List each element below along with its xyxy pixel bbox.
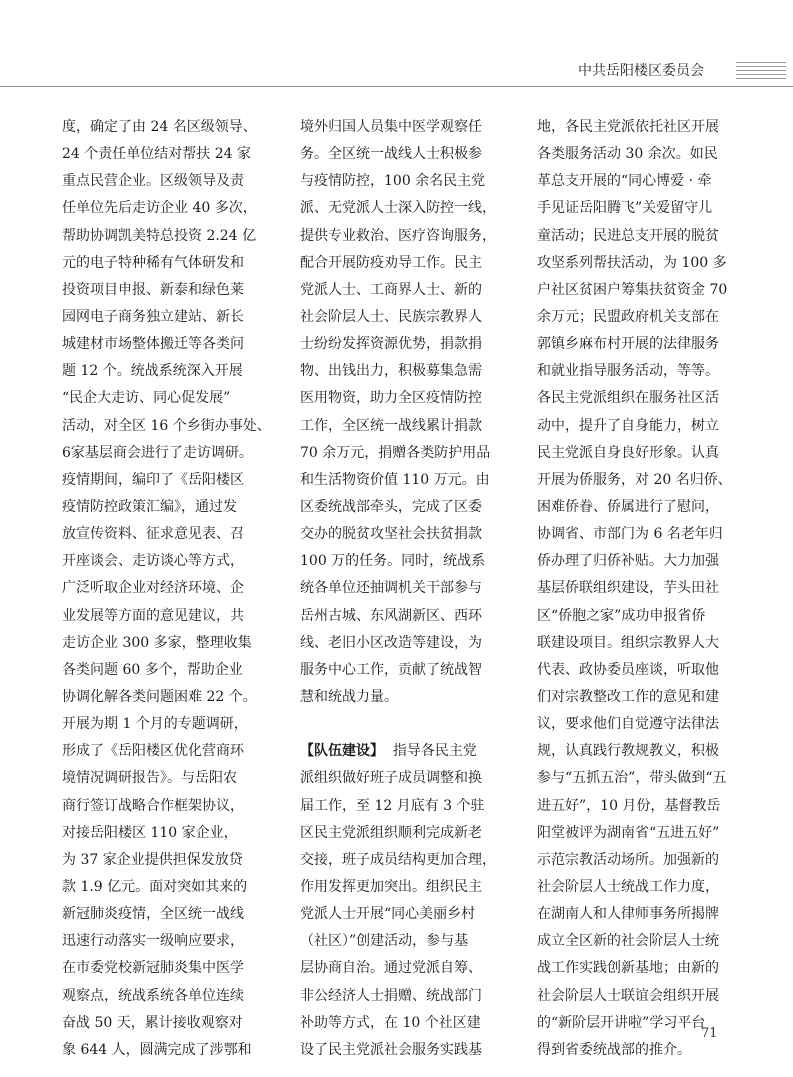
text-line: 联建设项目。组织宗教界人大 [537,634,719,651]
text-line: 开展为期 1 个月的专题调研， [62,716,248,733]
text-line: 党派人士、工商界人士、新的 [300,281,482,298]
header-rule [0,86,793,87]
text-line: 交办的脱贫攻坚社会扶贫捐款 [300,526,482,543]
text-line: 重点民营企业。区级领导及责 [62,173,244,190]
text-line: 线、老旧小区改造等建设，为 [300,634,482,651]
text-line: 活动，对全区 16 个乡街办事处、 [62,417,271,434]
text-line: 迅速行动落实一级响应要求， [62,933,244,950]
text-line: 岳州古城、东风湖新区、西环 [300,607,482,624]
header-title: 中共岳阳楼区委员会 [578,63,704,79]
text-line: 届工作，至 12 月底有 3 个驻 [300,797,485,814]
text-line: 童活动；民进总支开展的脱贫 [537,227,719,244]
text-line: 民主党派自身良好形象。认真 [537,444,719,461]
text-line: 形成了《岳阳楼区优化营商环 [62,743,244,760]
text-line: 地，各民主党派依托社区开展 [537,119,719,135]
text-line: 题 12 个。统战系统深入开展 [62,363,243,380]
text-line: 手见证岳阳腾飞”关爱留守儿 [537,200,713,217]
text-line: 社会阶层人士联谊会组织开展 [537,987,719,1004]
text-line: 区委统战部牵头，完成了区委 [300,498,482,515]
text-line: 城建材市场整体搬迁等各类问 [62,336,244,353]
text-line: 为 37 家企业提供担保发放贷 [62,851,243,868]
text-line: 奋战 50 天，累计接收观察对 [62,1014,243,1031]
text-line: 与疫情防控，100 余名民主党 [300,173,486,190]
text-line: 派、无党派人士深入防控一线， [300,200,496,217]
text-line: 统各单位还抽调机关干部参与 [300,580,482,597]
text-line: 阳堂被评为湖南省“五进五好” [537,824,720,841]
text-line: 郭镇乡麻布村开展的法律服务 [537,336,719,353]
text-line: 作用发挥更加突出。组织民主 [300,878,482,895]
text-line: 业发展等方面的意见建议，共 [62,607,244,624]
text-line: 攻坚系列帮扶活动，为 100 多 [537,254,727,271]
text-line: 款 1.9 亿元。面对突如其来的 [62,878,248,895]
text-line: 帮助协调凯美特总投资 2.24 亿 [62,227,257,244]
text-line: 示范宗教活动场所。加强新的 [537,851,719,868]
text-line: 园网电子商务独立建站、新长 [62,308,244,325]
page-number: 71 [701,1026,718,1041]
text-line: 议，要求他们自觉遵守法律法 [537,716,719,733]
text-line: 商行签订战略合作框架协议， [62,797,244,814]
text-line: 进五好”，10 月份，基督教岳 [537,797,721,814]
text-line: 配合开展防疫劝导工作。民主 [300,254,482,271]
text-line: 度，确定了由 24 名区级领导、 [62,119,257,135]
section-heading: 【队伍建设】 [300,743,384,760]
text-line: 余万元；民盟政府机关支部在 [537,308,719,325]
text-line: 参与“五抓五治”，带头做到“五 [537,770,727,787]
header-decoration-lines [736,62,786,80]
text-line: 革总支开展的“同心博爱 · 牵 [537,173,712,190]
text-line: 交接，班子成员结构更加合理， [300,851,496,868]
text-line: （社区）”创建活动，参与基 [300,933,469,950]
text-line: 各民主党派组织在服务社区活 [537,390,719,407]
text-line: 困难侨眷、侨属进行了慰问， [537,498,719,515]
text-line: 党派人士开展“同心美丽乡村 [300,906,476,923]
text-line: 们对宗教整改工作的意见和建 [537,688,719,705]
text-line: 在湖南人和人律师事务所揭牌 [537,906,719,923]
text-line: 在市委党校新冠肺炎集中医学 [62,960,244,977]
text-line: 6家基层商会进行了走访调研。 [62,444,253,461]
text-line: 新冠肺炎疫情，全区统一战线 [62,906,244,923]
section-first-text: 指导各民主党 [384,743,477,760]
text-line: 任单位先后走访企业 40 多次， [62,200,257,217]
text-line: 各类问题 60 多个，帮助企业 [62,661,243,678]
text-line: 区“侨胞之家”成功申报省侨 [537,607,706,624]
text-line: 走访企业 300 多家，整理收集 [62,634,252,651]
text-line: 的“新阶层开讲啦”学习平台 [537,1014,706,1031]
text-line: 投资项目申报、新泰和绿色莱 [62,281,244,298]
text-line: 区民主党派组织顺利完成新老 [300,824,482,841]
text-column-3 [537,114,755,1064]
section-heading-line [300,738,518,765]
text-line: 慧和统战力量。 [300,688,398,705]
text-column-1 [62,114,280,1064]
text-line: 各类服务活动 30 余次。如民 [537,146,718,163]
text-line: 户社区贫困户筹集扶贫资金 70 [537,281,728,298]
text-line: 成立全区新的社会阶层人士统 [537,933,719,950]
text-line: 战工作实践创新基地；由新的 [537,960,719,977]
text-line: 务。全区统一战线人士积极参 [300,146,482,163]
text-line: 境外归国人员集中医学观察任 [300,119,482,135]
text-line: 物、出钱出力，积极募集急需 [300,363,482,380]
text-line: 非公经济人士捐赠、统战部门 [300,987,482,1004]
text-line: 士纷纷发挥资源优势，捐款捐 [300,336,482,353]
text-line: 侨办理了归侨补贴。大力加强 [537,553,719,570]
text-line: 工作，全区统一战线累计捐款 [300,417,482,434]
text-line: “民企大走访、同心促发展” [62,390,231,407]
text-line: 补助等方式，在 10 个社区建 [300,1014,481,1031]
text-line: 观察点，统战系统各单位连续 [62,987,244,1004]
text-line: 派组织做好班子成员调整和换 [300,770,482,787]
text-line: 24 个责任单位结对帮扶 24 家 [62,146,251,163]
text-line: 社会阶层人士统战工作力度， [537,878,719,895]
text-line: 社会阶层人士、民族宗教界人 [300,308,482,325]
running-header [0,58,793,88]
text-line: 境情况调研报告》。与岳阳农 [62,770,237,787]
text-line: 放宣传资料、征求意见表、召 [62,526,244,543]
text-line: 广泛听取企业对经济环境、企 [62,580,244,597]
text-line: 协调化解各类问题困难 22 个。 [62,688,257,705]
text-line: 疫情防控政策汇编》，通过发 [62,498,237,515]
text-line: 得到省委统战部的推介。 [537,1041,691,1058]
text-line: 和生活物资价值 110 万元。由 [300,471,490,488]
text-line: 设了民主党派社会服务实践基 [300,1041,482,1058]
text-line: 基层侨联组织建设，芋头田社 [537,580,719,597]
text-line: 代表、政协委员座谈，听取他 [537,661,719,678]
text-line: 规，认真践行教规教义，积极 [537,743,719,760]
text-line: 开展为侨服务，对 20 名归侨、 [537,471,732,488]
text-line: 象 644 人，圆满完成了涉鄂和 [62,1041,252,1058]
paragraph-gap [300,711,518,738]
text-line: 层协商自治。通过党派自筹、 [300,960,482,977]
text-line: 提供专业救治、医疗咨询服务， [300,227,496,244]
text-line: 元的电子特种稀有气体研发和 [62,254,244,271]
text-line: 协调省、市部门为 6 名老年归 [537,526,723,543]
text-line: 100 万的任务。同时，统战系 [300,553,486,570]
text-line: 疫情期间，编印了《岳阳楼区 [62,471,244,488]
text-line: 70 余万元，捐赠各类防护用品 [300,444,491,461]
text-line: 动中，提升了自身能力，树立 [537,417,719,434]
text-line: 开座谈会、走访谈心等方式， [62,553,244,570]
text-line: 服务中心工作，贡献了统战智 [300,661,482,678]
text-line: 对接岳阳楼区 110 家企业， [62,824,238,841]
text-line: 医用物资，助力全区疫情防控 [300,390,482,407]
text-column-2 [300,114,518,1064]
text-line: 和就业指导服务活动，等等。 [537,363,719,380]
